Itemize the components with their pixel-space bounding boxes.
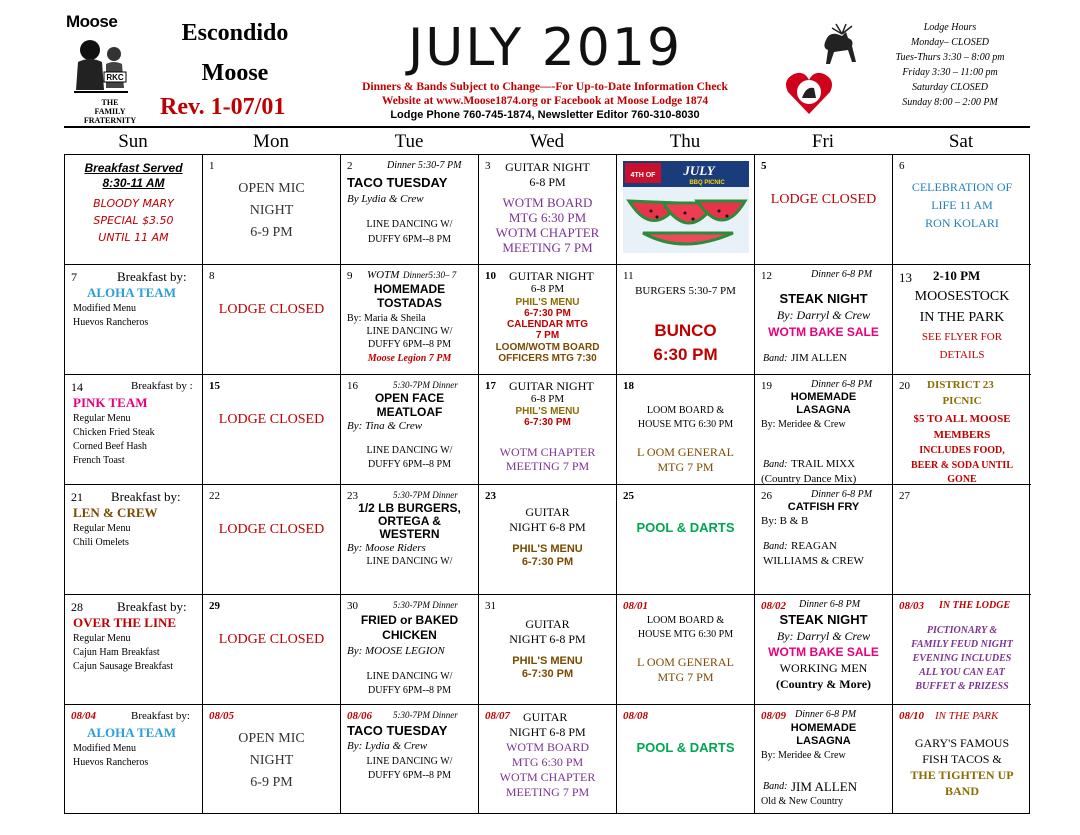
cell-w2-mon: 8 LODGE CLOSED [203, 265, 341, 375]
svg-text:RKC: RKC [106, 73, 124, 82]
cell-w6-thu: 08/08 POOL & DARTS [617, 705, 755, 813]
cell-w4-wed: 23 GUITAR NIGHT 6-8 PM PHIL'S MENU 6-7:30 PM [479, 485, 617, 595]
cell-w4-tue: 23 5:30-7PM Dinner 1/2 LB BURGERS, ORTEGA & WESTERN By: Moose Riders LINE DANCING W/ [341, 485, 479, 595]
moose-logo [66, 12, 146, 125]
svg-text:BBQ PICNIC: BBQ PICNIC [689, 180, 725, 186]
cell-w4-mon: 22 LODGE CLOSED [203, 485, 341, 595]
day-fri: Fri [811, 131, 835, 152]
cell-w3-fri: 19 Dinner 6-8 PM HOMEMADE LASAGNA By: Meridee & Crew Band: TRAIL MIXX (Country Dance Mix) [755, 375, 893, 485]
cell-w2-sun: 7 Breakfast by: ALOHA TEAM Modified Menu Huevos Rancheros [65, 265, 203, 375]
notice-text: Dinners & Bands Subject to Change—-For Up-to-Date Information Check Website at www.Moose1874.org or Facebook at Moose Lodge 1874 [362, 81, 728, 107]
cell-w5-fri: 08/02 Dinner 6-8 PM STEAK NIGHT By: Darryl & Crew WOTM BAKE SALE WORKING MEN (Country & More) [755, 595, 893, 705]
cell-w2-fri: 12 Dinner 6-8 PM STEAK NIGHT By: Darryl & Crew WOTM BAKE SALE Band: JIM ALLEN [755, 265, 893, 375]
heart-moose-icon [784, 70, 834, 116]
cell-w1-sun: Breakfast Served 8:30-11 AM BLOODY MARY SPECIAL $3.50 UNTIL 11 AM [65, 155, 203, 265]
day-thu: Thu [669, 131, 701, 152]
cell-w5-tue: 30 5:30-7PM Dinner FRIED or BAKED CHICKEN By: MOOSE LEGION LINE DANCING W/ DUFFY 6PM--8 PM [341, 595, 479, 705]
cell-w4-fri: 26 Dinner 6-8 PM CATFISH FRY By: B & B Band: REAGAN WILLIAMS & CREW [755, 485, 893, 595]
cell-w3-thu: 18 LOOM BOARD & HOUSE MTG 6:30 PM L OOM GENERAL MTG 7 PM [617, 375, 755, 485]
cell-w3-tue: 16 5:30-7PM Dinner OPEN FACE MEATLOAF By: Tina & Crew LINE DANCING W/ DUFFY 6PM--8 PM [341, 375, 479, 485]
cell-w2-sat: 13 2-10 PM MOOSESTOCK IN THE PARK SEE FLYER FOR DETAILS [893, 265, 1031, 375]
revision-label: Rev. 1-07/01 [160, 94, 286, 120]
cell-w5-thu: 08/01 LOOM BOARD & HOUSE MTG 6:30 PM L OOM GENERAL MTG 7 PM [617, 595, 755, 705]
cell-w3-wed: 17 GUITAR NIGHT 6-8 PM PHIL'S MENU 6-7:30 PM WOTM CHAPTER MEETING 7 PM [479, 375, 617, 485]
day-wed: Wed [529, 131, 565, 152]
weekday-header [64, 126, 1030, 152]
calendar-grid [64, 154, 1030, 814]
day-mon: Mon [253, 131, 289, 152]
cell-w1-fri: 5 LODGE CLOSED [755, 155, 893, 265]
lodge-name: Escondido Moose [181, 20, 289, 86]
cell-w3-sun: 14 Breakfast by : PINK TEAM Regular Menu Chicken Fried Steak Corned Beef Hash French Toast [65, 375, 203, 485]
cell-w6-sun: 08/04 Breakfast by: ALOHA TEAM Modified Menu Huevos Rancheros [65, 705, 203, 813]
cell-w4-sat: 27 [893, 485, 1031, 595]
cell-w3-sat: 20 DISTRICT 23 PICNIC $5 TO ALL MOOSE MEMBERS INCLUDES FOOD, BEER & SODA UNTIL GONE [893, 375, 1031, 485]
cell-w5-mon: 29 LODGE CLOSED [203, 595, 341, 705]
cell-w5-wed: 31 GUITAR NIGHT 6-8 PM PHIL'S MENU 6-7:30 PM [479, 595, 617, 705]
cell-w5-sun: 28 Breakfast by: OVER THE LINE Regular Menu Cajun Ham Breakfast Cajun Sausage Breakfast [65, 595, 203, 705]
cell-w6-sat: 08/10 IN THE PARK GARY'S FAMOUS FISH TACOS & THE TIGHTEN UP BAND [899, 710, 1014, 798]
calendar-header [0, 0, 1080, 128]
cell-w6-tue: 08/06 5:30-7PM Dinner TACO TUESDAY By: Lydia & Crew LINE DANCING W/ DUFFY 6PM--8 PM [341, 705, 479, 813]
logo-title: Moose [66, 12, 118, 31]
cell-w1-wed: 3 GUITAR NIGHT 6-8 PM WOTM BOARD MTG 6:30 PM WOTM CHAPTER MEETING 7 PM [479, 155, 617, 265]
cell-w6-fri: 08/09 Dinner 6-8 PM HOMEMADE LASAGNA By: Meridee & Crew Band: JIM ALLEN Old & New Country [755, 705, 893, 813]
elk-icon [812, 22, 864, 68]
cell-w2-wed: 10 GUITAR NIGHT 6-8 PM PHIL'S MENU 6-7:30 PM CALENDAR MTG 7 PM LOOM/WOTM BOARD OFFICERS MTG 7:30 [479, 265, 617, 375]
logo-caption: THE FAMILY FRATERNITY [83, 98, 137, 125]
svg-text:4TH OF: 4TH OF [630, 172, 656, 179]
cell-w6-wed: 08/07 GUITAR NIGHT 6-8 PM WOTM BOARD MTG 6:30 PM WOTM CHAPTER MEETING 7 PM [479, 705, 617, 813]
cell-w5-sat: 08/03 IN THE LODGE PICTIONARY & FAMILY FEUD NIGHT EVENING INCLUDES ALL YOU CAN EAT BUFFET & PRIZESS [893, 595, 1031, 705]
cell-w1-tue: 2 Dinner 5:30-7 PM TACO TUESDAY By Lydia & Crew LINE DANCING W/ DUFFY 6PM--8 PM [341, 155, 479, 265]
svg-text:JULY: JULY [683, 163, 715, 178]
cell-w4-sun: 21 Breakfast by: LEN & CREW Regular Menu Chili Omelets [65, 485, 203, 595]
cell-w1-sat: 6 CELEBRATION OF LIFE 11 AM RON KOLARI [893, 155, 1031, 265]
lodge-hours: Lodge Hours Monday– CLOSED Tues-Thurs 3:30 – 8:00 pm Friday 3:30 – 11:00 pm Saturday CLOSED Sunday 8:00 – 2:00 PM [895, 22, 1005, 108]
cell-w1-thu [617, 155, 755, 265]
cell-w1-mon: 1 OPEN MIC NIGHT 6-9 PM [203, 155, 341, 265]
cell-w2-tue: 9 WOTM Dinner5:30– 7 HOMEMADE TOSTADAS By: Maria & Sheila LINE DANCING W/ DUFFY 6PM--8 PM Moose Legion 7 PM [341, 265, 479, 375]
cell-w3-mon: 15 LODGE CLOSED [203, 375, 341, 485]
cell-w4-thu: 25 POOL & DARTS [617, 485, 755, 595]
family-fraternity-icon [70, 32, 132, 98]
bbq-picnic-watermelon-icon [623, 161, 749, 253]
day-tue: Tue [394, 131, 424, 152]
month-title: JULY 2019 [407, 18, 683, 78]
cell-w6-mon: 08/05 OPEN MIC NIGHT 6-9 PM [203, 705, 341, 813]
day-sun: Sun [118, 131, 148, 152]
phone-line: Lodge Phone 760-745-1874, Newsletter Editor 760-310-8030 [390, 109, 700, 121]
day-sat: Sat [948, 131, 974, 152]
cell-w2-thu: 11 BURGERS 5:30-7 PM BUNCO 6:30 PM [617, 265, 755, 375]
